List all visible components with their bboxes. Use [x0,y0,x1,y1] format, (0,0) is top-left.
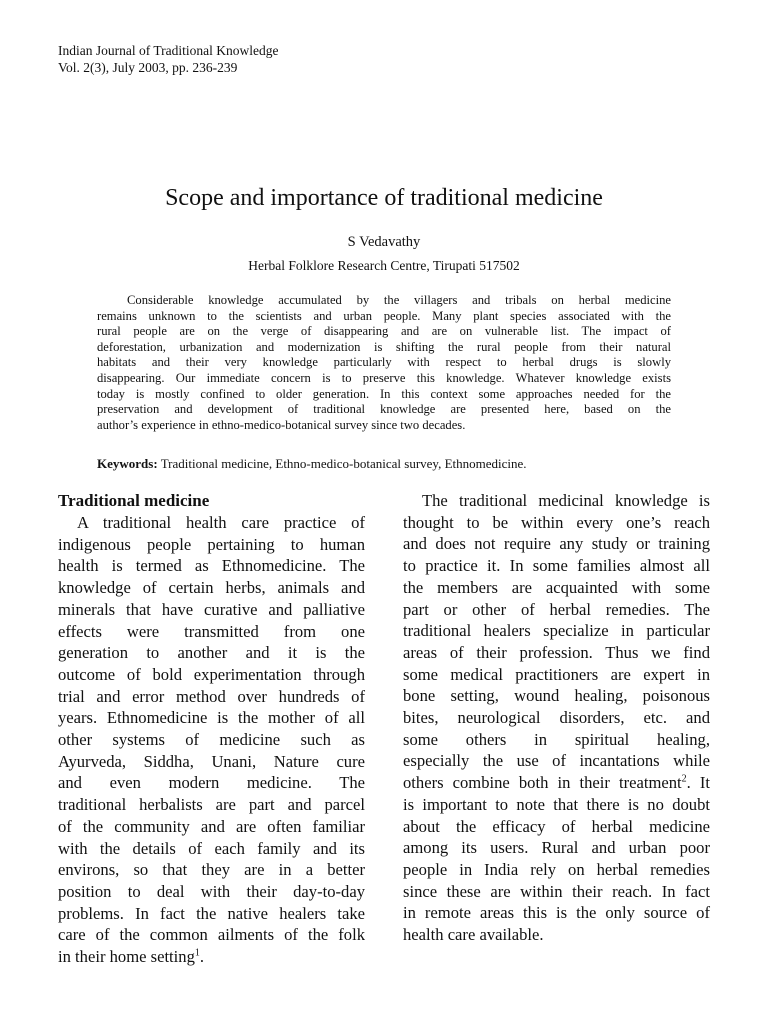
body-line: especially the use of incantations while [403,751,710,771]
body-line: health is termed as Ethnomedicine. The [58,556,365,576]
abstract-line: author’s experience in ethno-medico-botanical survey since two decades. [97,417,466,432]
body-line: health care available. [403,925,544,945]
body-line: among its users. Rural and urban poor [403,838,710,858]
journal-name: Indian Journal of Traditional Knowledge [58,43,279,58]
abstract-line: disappearing. Our immediate concern is to preserve this knowledge. Whatever knowledge exists [97,370,671,385]
body-line: some medical practitioners are expert in [403,664,710,684]
body-line: minerals that have curative and palliative [58,599,365,619]
body-line: effects were transmitted from one [58,621,365,641]
abstract-line: preservation and development of traditional knowledge are presented here, based on the [97,402,671,417]
body-line: A traditional health care practice of [77,513,365,532]
body-line: care of the common ailments of the folk [58,925,365,945]
abstract [97,293,671,433]
abstract-line: deforestation, urbanization and modernization is shifting the rural people from their natural [97,339,671,354]
body-line: trial and error method over hundreds of [58,686,365,706]
abstract-line: habitats and their very knowledge particularly with respect to herbal drugs is slowly [97,355,671,370]
keywords [97,455,671,472]
body-line: environs, so that they are in a better [58,860,365,880]
abstract-line: Considerable knowledge accumulated by the villagers and tribals on herbal medicine [127,293,671,307]
body-line: bites, neurological disorders, etc. and [403,708,710,728]
body-line: traditional healers specialize in particular [403,621,710,641]
body-line-text: in their home setting [58,947,195,967]
abstract-line: remains unknown to the scientists and urban people. Many plant species associated with the [97,308,671,323]
body-line: people in India rely on herbal remedies [403,859,710,879]
abstract-line: rural people are on the verge of disappearing and are on vulnerable list. The impact of [97,324,671,339]
body-line: traditional herbalists are part and parcel [58,795,365,815]
body-line: outcome of bold experimentation through [58,664,365,684]
keywords-text: Traditional medicine, Ethno-medico-botanical survey, Ethnomedicine. [160,456,527,471]
body-line: problems. In fact the native healers take [58,903,365,923]
body-line: Ayurveda, Siddha, Unani, Nature cure [58,751,365,771]
body-line: areas of their profession. Thus we find [403,642,710,662]
body-line: with the details of each family and its [58,838,365,858]
body-line: the members are acquainted with some [403,577,710,597]
author-affiliation: Herbal Folklore Research Centre, Tirupati 517502 [248,258,520,273]
reference-marker[interactable]: 1 [194,947,200,959]
body-line-end: . [199,947,205,967]
volume-info: Vol. 2(3), July 2003, pp. 236-239 [58,60,238,75]
reference-marker[interactable]: 2 [681,773,687,785]
section-heading: Traditional medicine [58,491,210,510]
body-line: bone setting, wound healing, poisonous [403,686,710,706]
body-line: in remote areas this is the only source of [403,903,710,923]
body-line: years. Ethnomedicine is the mother of all [58,708,365,728]
article-title: Scope and importance of traditional medicine [165,185,603,211]
body-line [58,946,365,968]
body-line: of the community and are often familiar [58,816,365,836]
body-line [403,772,710,794]
body-line: part or other of herbal remedies. The [403,599,710,619]
body-line: about the efficacy of herbal medicine [403,816,710,836]
body-line: generation to another and it is the [58,643,365,663]
body-line: some others in spiritual healing, [403,729,710,749]
body-line: and even modern medicine. The [58,773,365,793]
body-line-end: . It [686,773,711,793]
keywords-label: Keywords: [97,456,158,471]
body-line-text: others combine both in their treatment [403,773,682,793]
body-line: and does not require any study or training [403,534,710,554]
left-column [58,490,365,968]
body-line: indigenous people pertaining to human [58,534,365,554]
body-line: knowledge of certain herbs, animals and [58,578,365,598]
author-name: S Vedavathy [347,234,421,250]
abstract-line: today is mostly confined to older generation. In this context some approaches needed for the [97,386,671,401]
journal-header [58,42,278,76]
body-line: to practice it. In some families almost all [403,556,710,576]
body-line: position to deal with their day-to-day [58,881,365,901]
body-line: is important to note that there is no doubt [403,794,710,814]
body-line: The traditional medicinal knowledge is [422,491,710,510]
body-line: since these are within their reach. In fact [403,881,710,901]
body-line: thought to be within every one’s reach [403,512,710,532]
right-column [403,490,710,946]
body-line: other systems of medicine such as [58,730,365,750]
